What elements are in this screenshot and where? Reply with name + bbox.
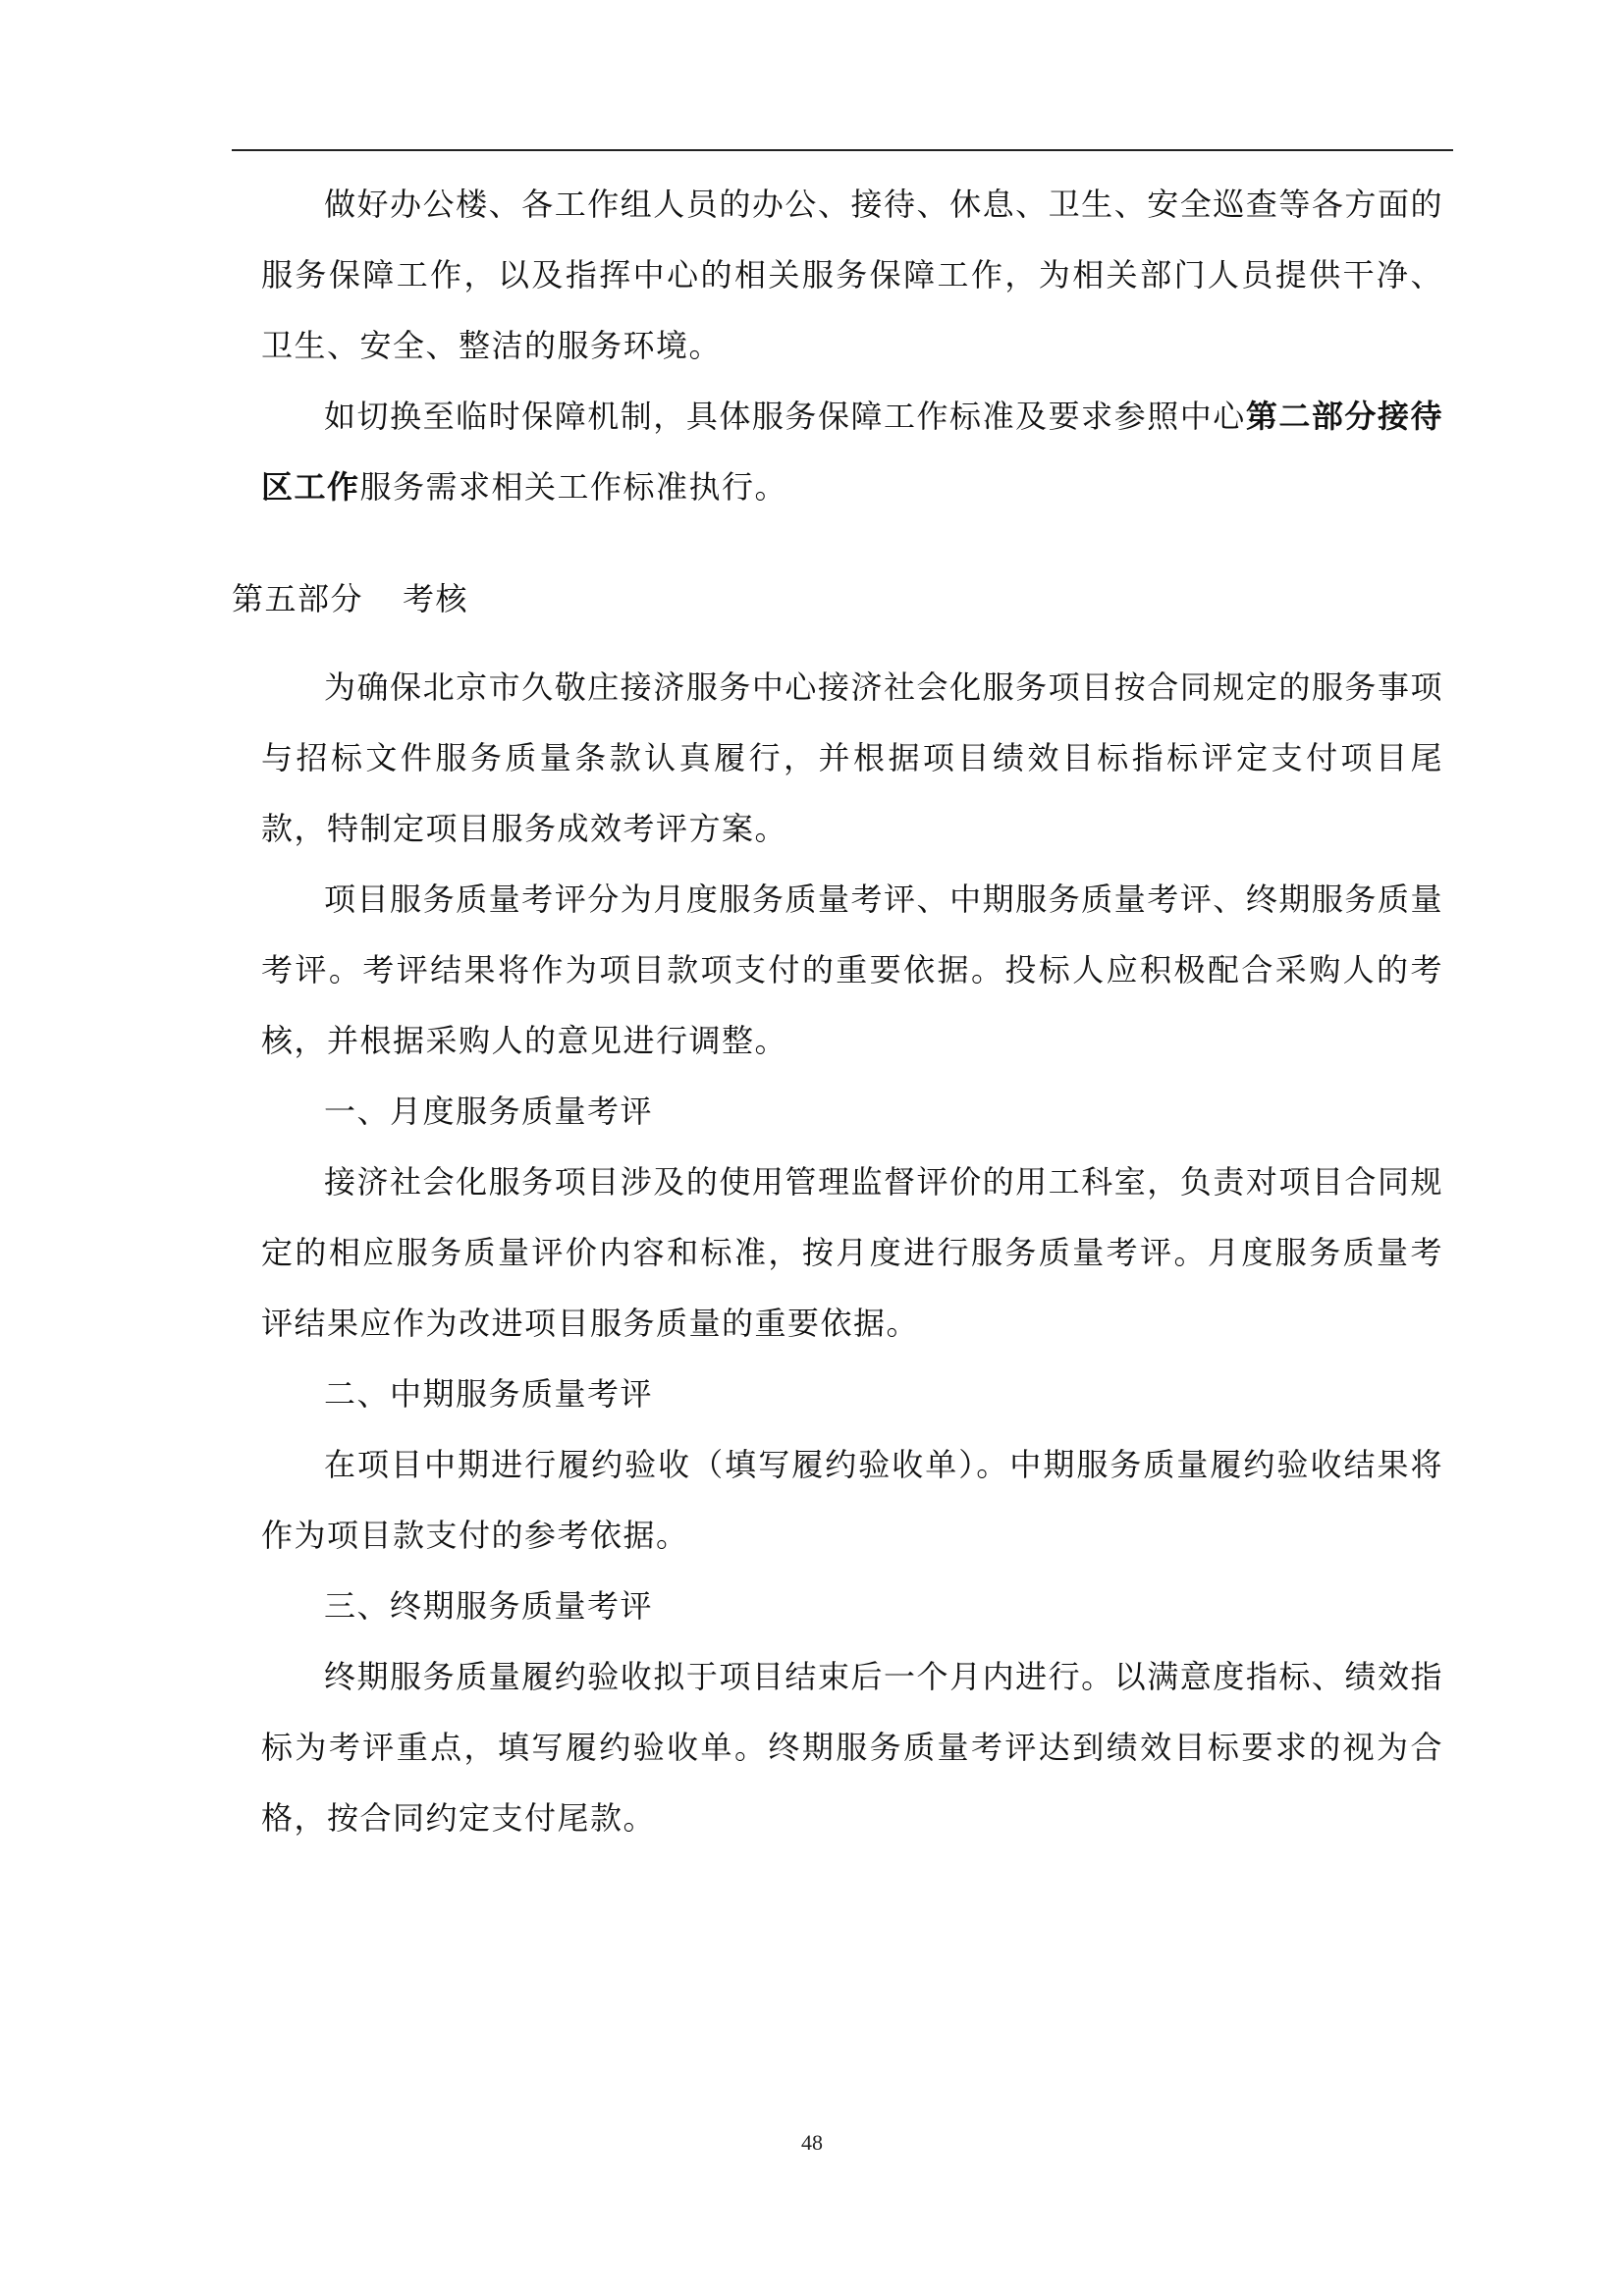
paragraph-switch-mechanism	[261, 381, 1443, 522]
switch-pre-text: 如切换至临时保障机制，具体服务保障工作标准及要求参照中心	[324, 398, 1246, 435]
section-number: 第五部分	[232, 580, 364, 617]
subheading-midterm: 二、中期服务质量考评	[324, 1375, 654, 1413]
assessment-block	[261, 652, 1443, 1853]
subheading-monthly: 一、月度服务质量考评	[324, 1093, 654, 1130]
paragraph-purpose: 为确保北京市久敬庄接济服务中心接济社会化服务项目按合同规定的服务事项与招标文件服务质量条款认真履行，并根据项目绩效目标指标评定支付项目尾款，特制定项目服务成效考评方案。	[261, 668, 1443, 847]
paragraph-service-guarantee: 做好办公楼、各工作组人员的办公、接待、休息、卫生、安全巡查等各方面的服务保障工作，以及指挥中心的相关服务保障工作，为相关部门人员提供干净、卫生、安全、整洁的服务环境。	[261, 186, 1443, 364]
section-heading	[232, 563, 468, 634]
page-number: 48	[801, 2130, 823, 2155]
switch-bold-text: 第二部分接待区工作	[261, 398, 1443, 506]
intro-block	[261, 169, 1443, 522]
paragraph-midterm: 在项目中期进行履约验收（填写履约验收单）。中期服务质量履约验收结果将作为项目款支付的参考依据。	[261, 1446, 1443, 1554]
section-title: 考核	[403, 580, 469, 617]
header-rule	[232, 149, 1453, 151]
switch-post-text: 服务需求相关工作标准执行。	[359, 468, 788, 506]
paragraph-final: 终期服务质量履约验收拟于项目结束后一个月内进行。以满意度指标、绩效指标为考评重点，填写履约验收单。终期服务质量考评达到绩效目标要求的视为合格，按合同约定支付尾款。	[261, 1658, 1443, 1837]
subheading-final: 三、终期服务质量考评	[324, 1587, 654, 1625]
paragraph-monthly: 接济社会化服务项目涉及的使用管理监督评价的用工科室，负责对项目合同规定的相应服务质量评价内容和标准，按月度进行服务质量考评。月度服务质量考评结果应作为改进项目服务质量的重要依据。	[261, 1163, 1443, 1342]
paragraph-categories: 项目服务质量考评分为月度服务质量考评、中期服务质量考评、终期服务质量考评。考评结果将作为项目款项支付的重要依据。投标人应积极配合采购人的考核，并根据采购人的意见进行调整。	[261, 881, 1443, 1059]
